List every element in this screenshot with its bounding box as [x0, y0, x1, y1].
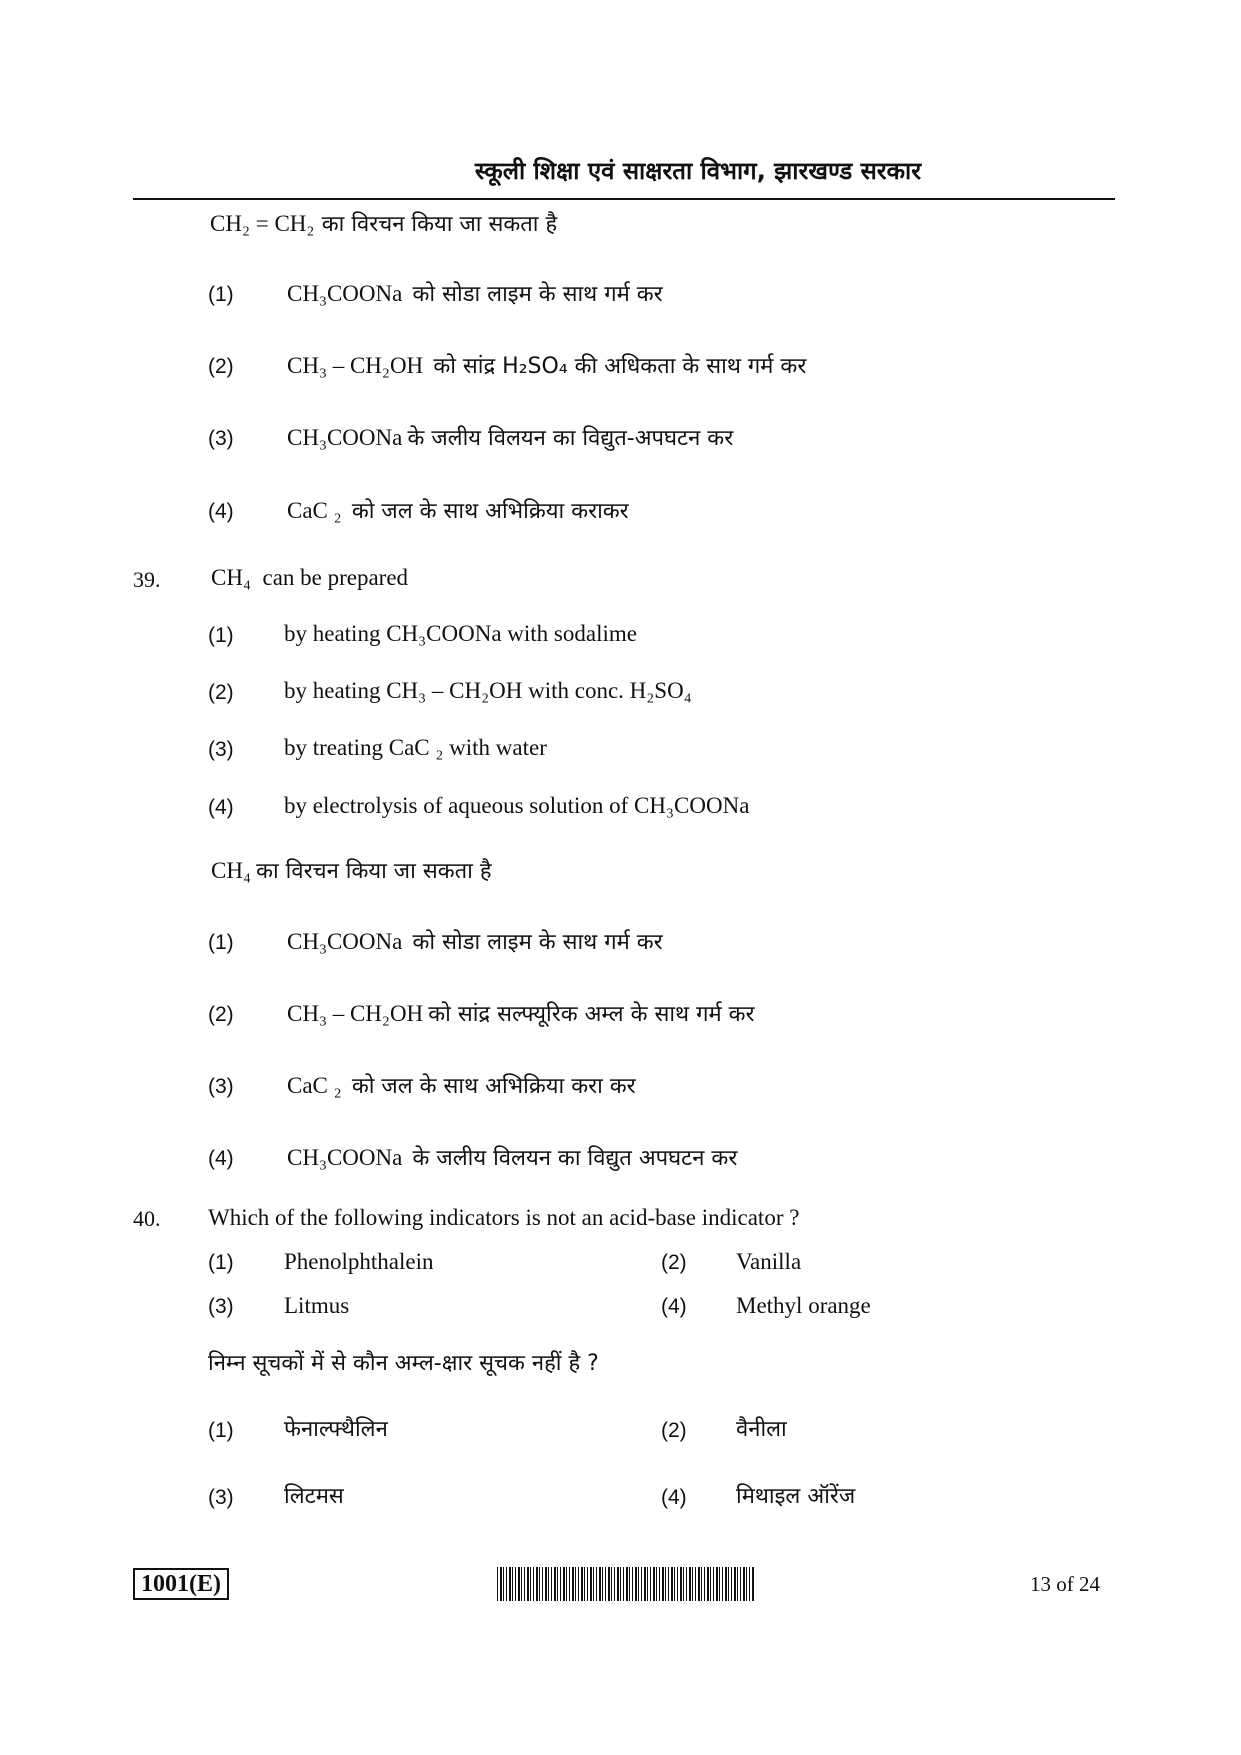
- q40-option-4-number: (4): [661, 1295, 687, 1318]
- q38-hi-option-4: [208, 500, 234, 524]
- q39-option-1-text: by heating CH₃COONa with sodalime: [284, 621, 637, 646]
- q40-stem: Which of the following indicators is not an acid-base indicator ?: [208, 1205, 800, 1230]
- q39-hi-option-3-number: (3): [208, 1075, 234, 1098]
- q40-hi-option-2-text: वैनीला: [736, 1417, 787, 1442]
- option-text: के जलीय विलयन का विद्युत अपघटन कर: [412, 1146, 738, 1171]
- option-formula: CaC ₂: [287, 1073, 342, 1098]
- q39-option-2-number: (2): [208, 681, 234, 704]
- q38-hi-option-3: [208, 427, 234, 451]
- option-formula: CH₃COONa: [287, 425, 403, 450]
- option-text: को सोडा लाइम के साथ गर्म कर: [412, 930, 663, 955]
- q38-hi-option-2: [208, 355, 234, 379]
- header-rule: [133, 198, 1115, 200]
- q39-hi-option-2-number: (2): [208, 1003, 234, 1026]
- q39-option-1-number: (1): [208, 624, 234, 647]
- q40-option-3-number: (3): [208, 1295, 234, 1318]
- barcode-icon: [497, 1567, 755, 1601]
- option-number: (4): [208, 500, 234, 523]
- paper-code-box: 1001(E): [133, 1568, 229, 1600]
- q40-hi-option-3-text: लिटमस: [284, 1484, 344, 1509]
- q39-hi-option-4-body: [287, 1142, 737, 1172]
- option-formula: CH₃ – CH₂OH: [287, 353, 424, 378]
- question-number-40: 40.: [133, 1206, 161, 1231]
- option-formula: CH₃COONa: [287, 281, 403, 306]
- option-number: (2): [208, 355, 234, 378]
- q39-stem: [211, 565, 408, 591]
- q39-hi-option-1-number: (1): [208, 931, 234, 954]
- q39-hi-stem-text: का विरचन किया जा सकता है: [256, 859, 492, 884]
- q40-hi-option-3-number: (3): [208, 1486, 234, 1509]
- q38-hi-stem-formula: CH₂ = CH₂: [210, 211, 315, 236]
- option-formula: CH₃COONa: [287, 1145, 403, 1170]
- q40-hi-option-4-text: मिथाइल ऑरेंज: [736, 1484, 856, 1509]
- q39-option-2-text: by heating CH₃ – CH₂OH with conc. H₂SO₄: [284, 678, 692, 703]
- q40-hi-option-1-number: (1): [208, 1419, 234, 1442]
- page-number: 13 of 24: [1030, 1572, 1100, 1596]
- q39-option-4-number: (4): [208, 796, 234, 819]
- q39-option-3-number: (3): [208, 738, 234, 761]
- q40-option-3-text: Litmus: [284, 1293, 350, 1318]
- q39-stem-formula: CH₄: [211, 565, 251, 590]
- page-header-title: स्कूली शिक्षा एवं साक्षरता विभाग, झारखण्ड सरकार: [474, 157, 922, 185]
- q38-hi-option-4-body: [287, 495, 629, 525]
- q40-option-2-text: Vanilla: [736, 1249, 802, 1274]
- q39-hi-option-4-number: (4): [208, 1147, 234, 1170]
- q39-option-4-text: by electrolysis of aqueous solution of CH₃COONa: [284, 793, 750, 818]
- q40-option-2-number: (2): [661, 1251, 687, 1274]
- option-text: को सोडा लाइम के साथ गर्म कर: [412, 282, 663, 307]
- q38-hi-option-1: [208, 283, 234, 307]
- q40-hi-option-1-text: फेनाल्फ्थैलिन: [284, 1417, 388, 1442]
- q40-hi-option-2-number: (2): [661, 1419, 687, 1442]
- q38-hi-stem-text: का विरचन किया जा सकता है: [321, 212, 558, 237]
- q40-option-1-number: (1): [208, 1251, 234, 1274]
- q38-hi-stem: [210, 208, 557, 238]
- q39-hi-option-3-body: [287, 1070, 636, 1100]
- option-formula: CH₃COONa: [287, 929, 403, 954]
- q38-hi-option-3-body: [287, 422, 733, 452]
- option-formula: CaC ₂: [287, 498, 342, 523]
- q39-option-3-text: by treating CaC ₂ with water: [284, 735, 547, 760]
- option-number: (3): [208, 427, 234, 450]
- q40-hi-option-4-number: (4): [661, 1486, 687, 1509]
- q39-hi-stem: [211, 855, 492, 885]
- option-text: को जल के साथ अभिक्रिया करा कर: [351, 1074, 636, 1099]
- q39-hi-stem-formula: CH₄: [211, 858, 251, 883]
- option-formula: CH₃ – CH₂OH: [287, 1001, 424, 1026]
- q40-option-1-text: Phenolphthalein: [284, 1249, 434, 1274]
- option-text: को सांद्र सल्फ्यूरिक अम्ल के साथ गर्म कर: [428, 1002, 755, 1027]
- question-number-39: 39.: [133, 567, 161, 592]
- q38-hi-option-2-body: [287, 350, 806, 380]
- q38-hi-option-1-body: [287, 278, 663, 308]
- option-text: को जल के साथ अभिक्रिया कराकर: [351, 499, 629, 524]
- q40-hi-stem: निम्न सूचकों में से कौन अम्ल-क्षार सूचक नहीं है ?: [208, 1351, 599, 1376]
- q39-hi-option-1-body: [287, 926, 663, 956]
- option-number: (1): [208, 283, 234, 306]
- option-text: के जलीय विलयन का विद्युत-अपघटन कर: [407, 426, 734, 451]
- q39-stem-text: can be prepared: [262, 565, 409, 590]
- q39-hi-option-2-body: [287, 998, 755, 1028]
- q40-option-4-text: Methyl orange: [736, 1293, 871, 1318]
- option-text: को सांद्र H₂SO₄ की अधिकता के साथ गर्म कर: [433, 354, 807, 379]
